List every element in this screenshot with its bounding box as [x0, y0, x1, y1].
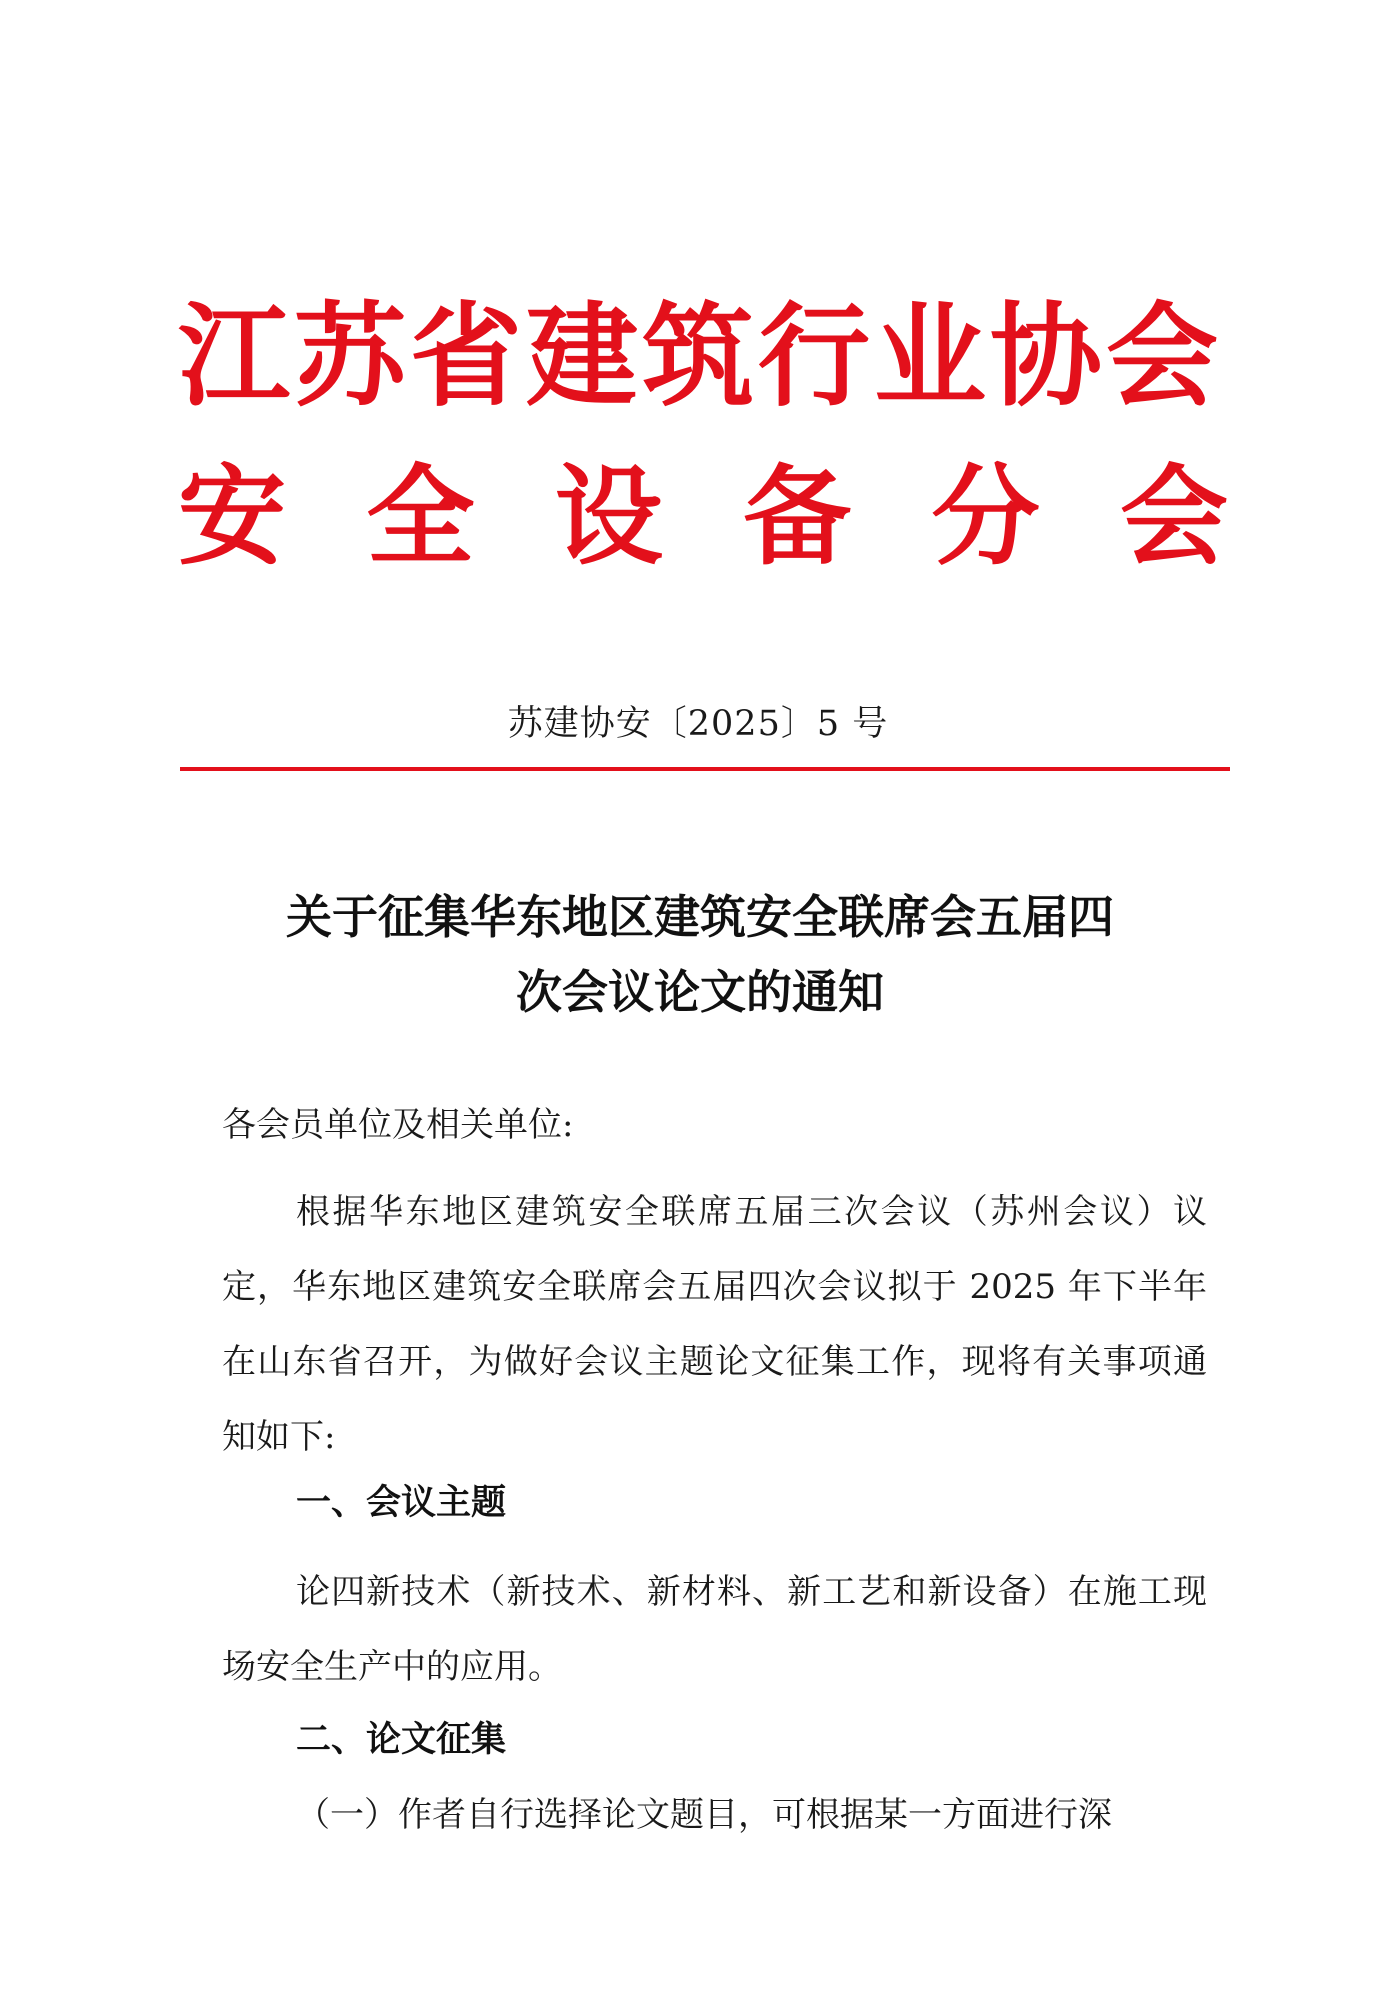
branch-char: 安: [178, 455, 287, 580]
title-line-1: 关于征集华东地区建筑安全联席会五届四: [286, 890, 1114, 944]
section-heading-papers: 二、论文征集: [296, 1720, 507, 1760]
org-name-heading: 江苏省建筑行业协会: [178, 292, 1222, 422]
notice-title: [180, 880, 1220, 1030]
theme-paragraph: 论四新技术（新技术、新材料、新工艺和新设备）在施工现场安全生产中的应用。: [222, 1572, 1207, 1687]
red-divider: [180, 767, 1230, 771]
title-line-2: 次会议论文的通知: [516, 965, 884, 1019]
branch-char: 备: [743, 455, 852, 580]
section-heading-theme: 一、会议主题: [296, 1483, 507, 1523]
branch-char: 会: [1119, 455, 1228, 580]
branch-name-heading: [178, 455, 1228, 580]
intro-paragraph: 根据华东地区建筑安全联席五届三次会议（苏州会议）议定，华东地区建筑安全联席会五届四次会议拟于 2025 年下半年在山东省召开，为做好会议主题论文征集工作，现将有关事项通知如下:: [222, 1192, 1207, 1457]
salutation: 各会员单位及相关单位:: [222, 1105, 574, 1145]
branch-char: 设: [554, 455, 663, 580]
document-number: 苏建协安〔2025〕5 号: [507, 704, 889, 744]
branch-char: 分: [931, 455, 1040, 580]
branch-char: 全: [366, 455, 475, 580]
papers-paragraph: （一）作者自行选择论文题目，可根据某一方面进行深: [296, 1795, 1112, 1835]
